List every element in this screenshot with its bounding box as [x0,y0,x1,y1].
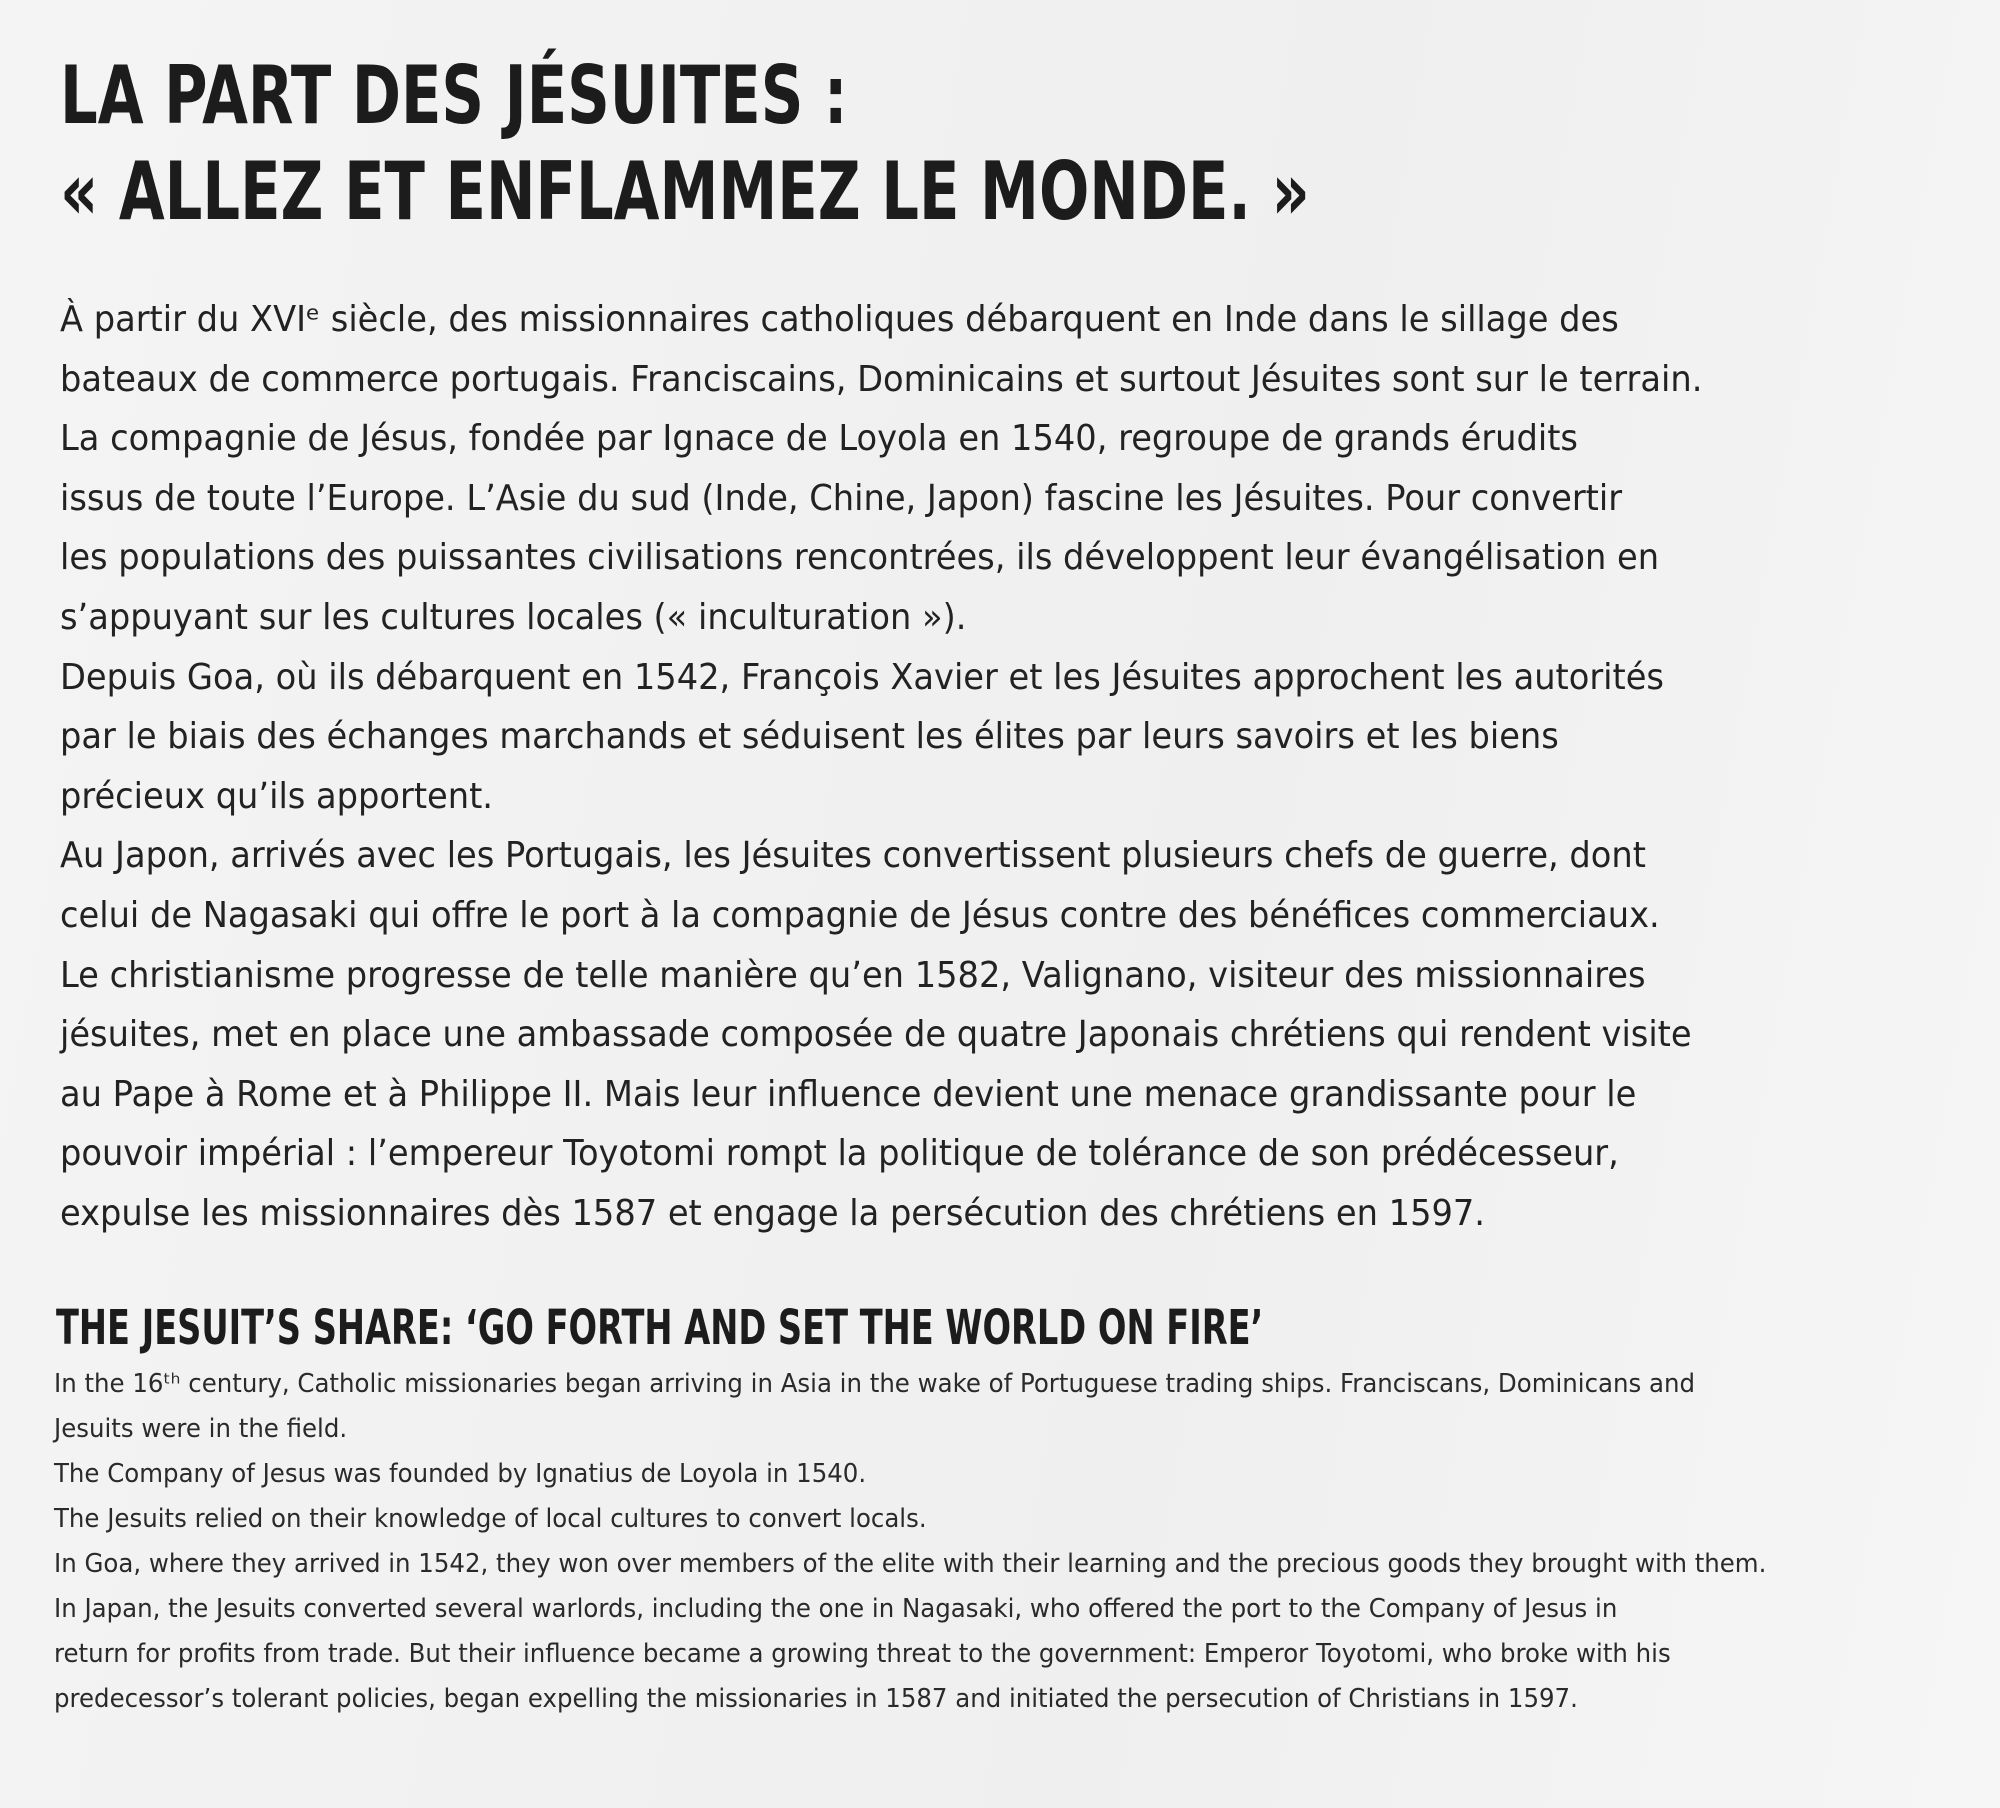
french-line: par le biais des échanges marchands et séduisent les élites par leurs savoirs et les biens [60,716,1559,758]
french-line: expulse les missionnaires dès 1587 et engage la persécution des chrétiens en 1597. [60,1192,1486,1234]
english-line: predecessor’s tolerant policies, began expelling the missionaries in 1587 and initiated the persecution of Christians in 1597. [54,1684,1578,1714]
french-line: À partir du XVIᵉ siècle, des missionnaires catholiques débarquent en Inde dans le sillage des [60,299,1619,340]
french-line: Au Japon, arrivés avec les Portugais, les Jésuites convertissent plusieurs chefs de guerre, dont [60,835,1646,877]
english-line: The Jesuits relied on their knowledge of local cultures to convert locals. [54,1504,927,1534]
french-line: les populations des puissantes civilisations rencontrées, ils développent leur évangélisation en [60,537,1660,579]
french-line: jésuites, met en place une ambassade composée de quatre Japonais chrétiens qui rendent visite [60,1014,1692,1056]
english-line: return for profits from trade. But their influence became a growing threat to the government: Emperor Toyotomi, who broke with his [54,1639,1671,1669]
english-line: Jesuits were in the field. [54,1414,348,1444]
english-line: In the 16ᵗʰ century, Catholic missionaries began arriving in Asia in the wake of Portuguese trading ships. Franciscans, Dominicans and [54,1369,1695,1399]
french-line: s’appuyant sur les cultures locales (« inculturation »). [60,596,967,638]
english-line: In Goa, where they arrived in 1542, they won over members of the elite with their learning and the precious goods they brought with them. [54,1549,1767,1579]
french-line: précieux qu’ils apportent. [60,775,493,817]
french-line: issus de toute l’Europe. L’Asie du sud (Inde, Chine, Japon) fascine les Jésuites. Pour convertir [60,477,1623,519]
french-line: La compagnie de Jésus, fondée par Ignace de Loyola en 1540, regroupe de grands érudits [60,418,1578,460]
french-line: Le christianisme progresse de telle manière qu’en 1582, Valignano, visiteur des missionnaires [60,954,1646,996]
french-body [60,290,1900,1244]
english-title: THE JESUIT’S SHARE: ‘GO FORTH AND SET THE WORLD ON FIRE’ [56,1300,1264,1356]
french-line: celui de Nagasaki qui offre le port à la compagnie de Jésus contre des bénéfices commerciaux. [60,894,1660,936]
french-title-line-2: « ALLEZ ET ENFLAMMEZ LE MONDE. » [60,145,1310,238]
french-line: au Pape à Rome et à Philippe II. Mais leur influence devient une menace grandissante pour le [60,1073,1637,1115]
english-line: In Japan, the Jesuits converted several warlords, including the one in Nagasaki, who offered the port to the Company of Jesus in [54,1594,1618,1624]
french-title [60,48,1310,240]
french-title-line-1: LA PART DES JÉSUITES : [60,49,848,142]
french-line: bateaux de commerce portugais. Franciscains, Dominicains et surtout Jésuites sont sur le terrain. [60,358,1703,400]
french-line: Depuis Goa, où ils débarquent en 1542, François Xavier et les Jésuites approchent les autorités [60,656,1664,698]
french-line: pouvoir impérial : l’empereur Toyotomi rompt la politique de tolérance de son prédécesseur, [60,1133,1619,1175]
english-body [54,1362,1954,1722]
english-line: The Company of Jesus was founded by Ignatius de Loyola in 1540. [54,1459,867,1489]
